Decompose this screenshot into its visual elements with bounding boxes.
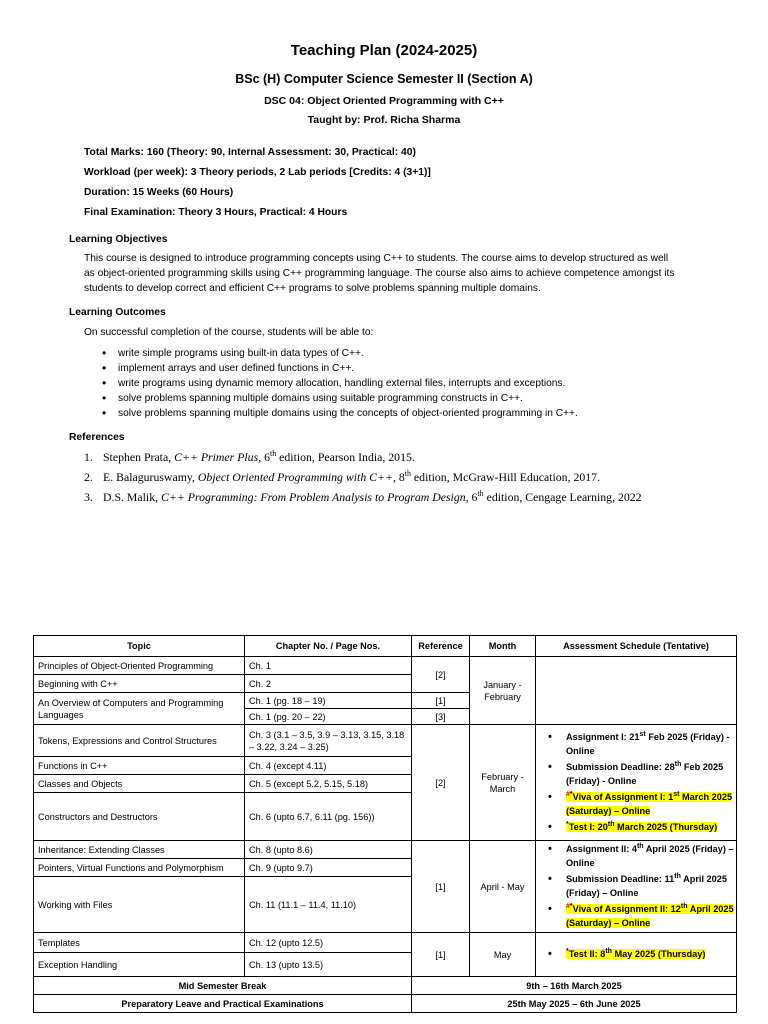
table-row	[34, 841, 737, 859]
topic-cell: Classes and Objects	[34, 775, 245, 793]
topic-cell: Beginning with C++	[34, 675, 245, 693]
document-title: Teaching Plan (2024-2025)	[290, 42, 478, 59]
assessment-cell	[536, 657, 737, 725]
chapter-cell: Ch. 2	[245, 675, 412, 693]
assessment-item: • Assignment I: 21st Feb 2025 (Friday) - Online	[538, 730, 734, 758]
outcomes-list	[100, 346, 578, 421]
outcome-item: • implement arrays and user defined functions in C++.	[100, 361, 578, 376]
topic-cell: Inheritance: Extending Classes	[34, 841, 245, 859]
assessment-item: • *Test I: 20th March 2025 (Thursday)	[538, 820, 734, 834]
header-reference: Reference	[412, 636, 470, 657]
teaching-schedule-table	[33, 635, 737, 1013]
break-dates: 25th May 2025 – 6th June 2025	[412, 995, 737, 1013]
chapter-cell: Ch. 5 (except 5.2, 5.15, 5.18)	[245, 775, 412, 793]
outcome-item: • write simple programs using built-in data types of C++.	[100, 346, 578, 361]
chapter-cell: Ch. 1	[245, 657, 412, 675]
reference-cell: [1]	[412, 693, 470, 709]
chapter-cell: Ch. 6 (upto 6.7, 6.11 (pg. 156))	[245, 793, 412, 841]
chapter-cell: Ch. 1 (pg. 20 – 22)	[245, 709, 412, 725]
references-list	[84, 445, 642, 505]
topic-cell: Templates	[34, 933, 245, 953]
outcome-item: • write programs using dynamic memory allocation, handling external files, interrupts and exceptions.	[100, 376, 578, 391]
assessment-list	[538, 842, 734, 930]
objectives-text	[84, 251, 714, 296]
chapter-cell: Ch. 13 (upto 13.5)	[245, 953, 412, 977]
objectives-line: as object-oriented programming skills using C++ programming language. The course also aims to achieve competence amongst its	[84, 268, 675, 279]
break-dates: 9th – 16th March 2025	[412, 977, 737, 995]
program-title: BSc (H) Computer Science Semester II (Section A)	[235, 72, 533, 86]
assessment-item: • Submission Deadline: 28th Feb 2025 (Friday) - Online	[538, 760, 734, 788]
table-header-row	[34, 636, 737, 657]
reference-cell: [1]	[412, 933, 470, 977]
header-assessment: Assessment Schedule (Tentative)	[536, 636, 737, 657]
month-cell: May	[470, 933, 536, 977]
month-cell: February - March	[470, 725, 536, 841]
reference-cell: [3]	[412, 709, 470, 725]
topic-cell: An Overview of Computers and Programming Languages	[34, 693, 245, 725]
break-row	[34, 977, 737, 995]
topic-cell: Pointers, Virtual Functions and Polymorphism	[34, 859, 245, 877]
assessment-item: • *Test II: 8th May 2025 (Thursday)	[538, 947, 734, 961]
assessment-item: • Submission Deadline: 11th April 2025 (Friday) – Online	[538, 872, 734, 900]
assessment-cell	[536, 725, 737, 841]
break-label: Preparatory Leave and Practical Examinations	[34, 995, 412, 1013]
outcomes-heading: Learning Outcomes	[69, 307, 166, 318]
objectives-line: This course is designed to introduce programming concepts using C++ to students. The course aims to develop structured as well	[84, 253, 669, 264]
chapter-cell: Ch. 9 (upto 9.7)	[245, 859, 412, 877]
table-row	[34, 933, 737, 953]
table-row	[34, 725, 737, 757]
outcome-item: • solve problems spanning multiple domains using the concepts of object-oriented programming in C++.	[100, 406, 578, 421]
topic-cell: Functions in C++	[34, 757, 245, 775]
break-row	[34, 995, 737, 1013]
assessment-item: • #*Viva of Assignment II: 12th April 2025 (Saturday) – Online	[538, 902, 734, 930]
assessment-item: • #*Viva of Assignment I: 1st March 2025 (Saturday) – Online	[538, 790, 734, 818]
outcomes-intro: On successful completion of the course, students will be able to:	[84, 327, 374, 338]
header-chapter: Chapter No. / Page Nos.	[245, 636, 412, 657]
month-cell: January - February	[470, 657, 536, 725]
duration: Duration: 15 Weeks (60 Hours)	[84, 187, 234, 198]
break-label: Mid Semester Break	[34, 977, 412, 995]
final-examination: Final Examination: Theory 3 Hours, Practical: 4 Hours	[84, 207, 348, 218]
topic-cell: Principles of Object-Oriented Programming	[34, 657, 245, 675]
topic-cell: Constructors and Destructors	[34, 793, 245, 841]
chapter-cell: Ch. 12 (upto 12.5)	[245, 933, 412, 953]
total-marks: Total Marks: 160 (Theory: 90, Internal Assessment: 30, Practical: 40)	[84, 147, 416, 158]
month-cell: April - May	[470, 841, 536, 933]
objectives-line: students to develop correct and efficient C++ programs to solve problems spanning multiple domains.	[84, 283, 541, 294]
outcome-item: • solve problems spanning multiple domains using suitable programming constructs in C++.	[100, 391, 578, 406]
teacher-line: Taught by: Prof. Richa Sharma	[307, 114, 461, 126]
reference-cell: [2]	[412, 725, 470, 841]
chapter-cell: Ch. 11 (11.1 – 11.4, 11.10)	[245, 877, 412, 933]
reference-cell: [2]	[412, 657, 470, 693]
reference-item: 1. Stephen Prata, C++ Primer Plus, 6th edition, Pearson India, 2015.	[84, 449, 415, 464]
assessment-item: • Assignment II: 4th April 2025 (Friday) – Online	[538, 842, 734, 870]
header-month: Month	[470, 636, 536, 657]
topic-cell: Tokens, Expressions and Control Structures	[34, 725, 245, 757]
workload: Workload (per week): 3 Theory periods, 2 Lab periods [Credits: 4 (3+1)]	[84, 167, 431, 178]
chapter-cell: Ch. 4 (except 4.11)	[245, 757, 412, 775]
topic-cell: Working with Files	[34, 877, 245, 933]
topic-cell: Exception Handling	[34, 953, 245, 977]
objectives-heading: Learning Objectives	[69, 234, 168, 245]
references-heading: References	[69, 432, 125, 443]
chapter-cell: Ch. 8 (upto 8.6)	[245, 841, 412, 859]
assessment-cell	[536, 841, 737, 933]
header-topic: Topic	[34, 636, 245, 657]
reference-item: 2. E. Balaguruswamy, Object Oriented Programming with C++, 8th edition, McGraw-Hill Education, 2017.	[84, 469, 601, 484]
assessment-cell	[536, 933, 737, 977]
reference-item: 3. D.S. Malik, C++ Programming: From Problem Analysis to Program Design, 6th edition, Cengage Learning, 2022	[84, 489, 642, 504]
assessment-list	[538, 730, 734, 834]
table-row	[34, 657, 737, 675]
course-title: DSC 04: Object Oriented Programming with C++	[264, 95, 504, 107]
chapter-cell: Ch. 3 (3.1 – 3.5, 3.9 – 3.13, 3.15, 3.18 – 3.22, 3.24 – 3.25)	[245, 725, 412, 757]
chapter-cell: Ch. 1 (pg. 18 – 19)	[245, 693, 412, 709]
assessment-list	[538, 947, 734, 961]
reference-cell: [1]	[412, 841, 470, 933]
